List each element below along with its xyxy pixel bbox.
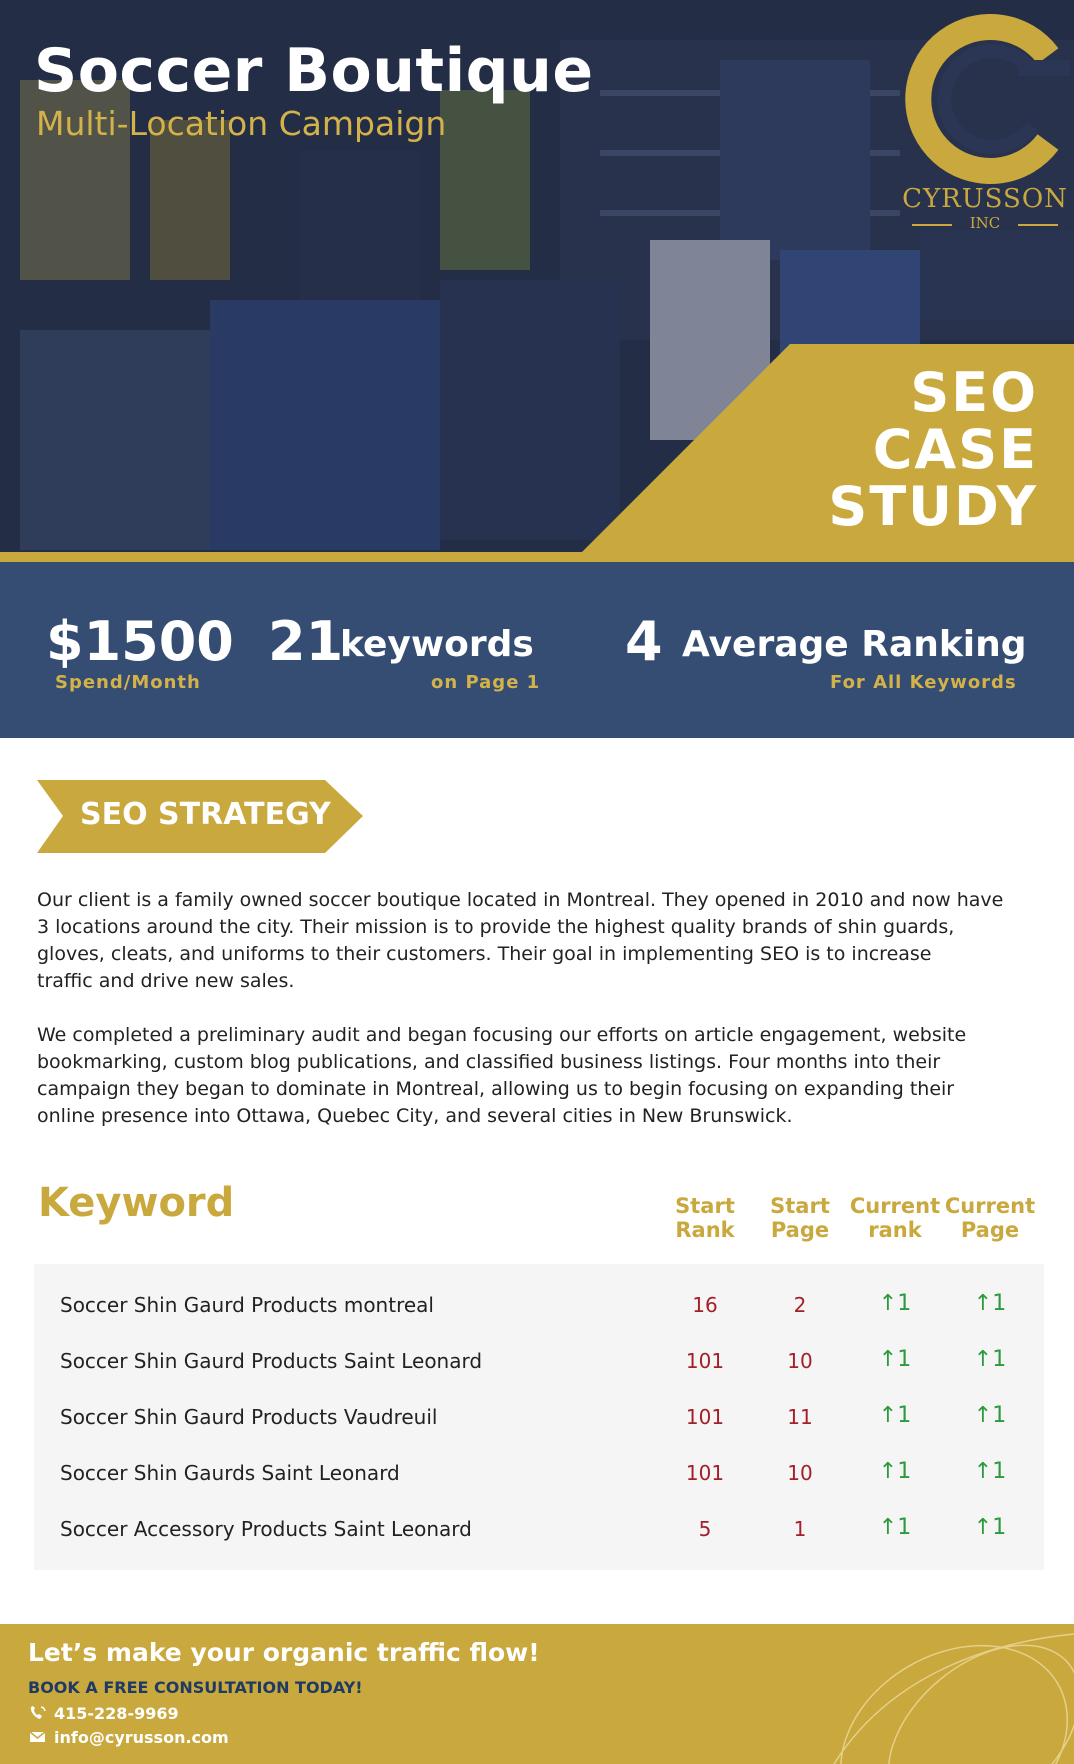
- keywords-word: keywords: [340, 624, 534, 665]
- keyword-cell: Soccer Shin Gaurd Products montreal: [60, 1293, 434, 1317]
- paragraph-line: traffic and drive new sales.: [37, 970, 295, 992]
- logo-sub: INC: [969, 214, 1001, 232]
- hero-banner: [0, 0, 1074, 562]
- case-study-line: CASE: [872, 418, 1038, 481]
- strategy-paragraph-1: [37, 887, 1047, 995]
- current-rank-cell: ↑1: [878, 1291, 912, 1316]
- col-current-rank: [845, 1194, 945, 1242]
- spend-label: Spend/Month: [55, 672, 201, 693]
- start-page-cell: 1: [793, 1517, 807, 1541]
- col-head-line: rank: [868, 1218, 922, 1242]
- current-page-cell: ↑1: [973, 1459, 1007, 1484]
- current-page-cell: ↑1: [973, 1347, 1007, 1372]
- col-head-line: Page: [960, 1218, 1020, 1242]
- footer-swirl-decoration: [774, 1624, 1074, 1764]
- case-study-line: STUDY: [828, 475, 1038, 538]
- table-row: [34, 1501, 1044, 1557]
- case-study-label: [828, 361, 1038, 538]
- keyword-heading: Keyword: [38, 1180, 235, 1226]
- keyword-cell: Soccer Shin Gaurd Products Saint Leonard: [60, 1349, 483, 1373]
- strategy-paragraph-2: [37, 1022, 1047, 1130]
- page-title: Soccer Boutique: [34, 36, 594, 106]
- start-page-cell: 2: [793, 1293, 807, 1317]
- stats-band: [0, 562, 1074, 738]
- email-contact[interactable]: [28, 1728, 229, 1747]
- paragraph-line: campaign they began to dominate in Montreal, allowing us to begin focusing on expanding their: [37, 1078, 955, 1100]
- strategy-heading: SEO STRATEGY: [80, 797, 331, 832]
- keyword-cell: Soccer Accessory Products Saint Leonard: [60, 1517, 472, 1541]
- phone-icon: [28, 1705, 48, 1721]
- current-page-cell: ↑1: [973, 1403, 1007, 1428]
- logo-rule-right: [1018, 224, 1058, 226]
- ranking-word: Average Ranking: [682, 624, 1027, 665]
- footer-cta: BOOK A FREE CONSULTATION TODAY!: [28, 1678, 363, 1697]
- col-current-page: [940, 1194, 1040, 1242]
- email-address: info@cyrusson.com: [54, 1728, 229, 1747]
- spend-value: $1500: [46, 610, 234, 673]
- current-page-cell: ↑1: [973, 1291, 1007, 1316]
- col-start-page: [750, 1194, 850, 1242]
- phone-contact[interactable]: [28, 1704, 179, 1723]
- logo-mark-icon: [900, 14, 1070, 184]
- page-subtitle: Multi-Location Campaign: [36, 104, 447, 143]
- current-rank-cell: ↑1: [878, 1347, 912, 1372]
- mail-icon: [28, 1729, 48, 1745]
- current-rank-cell: ↑1: [878, 1515, 912, 1540]
- start-rank-cell: 101: [685, 1405, 725, 1429]
- keywords-value: 21: [268, 610, 344, 673]
- start-page-cell: 11: [787, 1405, 813, 1429]
- paragraph-line: Our client is a family owned soccer boutique located in Montreal. They opened in 2010 and now have: [37, 889, 1004, 911]
- col-head-line: Rank: [675, 1218, 735, 1242]
- paragraph-line: online presence into Ottawa, Quebec City, and several cities in New Brunswick.: [37, 1105, 793, 1127]
- start-rank-cell: 101: [685, 1461, 725, 1485]
- logo-name: CYRUSSON: [902, 184, 1068, 214]
- table-row: [34, 1277, 1044, 1333]
- start-page-cell: 10: [787, 1349, 813, 1373]
- keywords-label: on Page 1: [431, 672, 541, 693]
- footer-cta-band: [0, 1624, 1074, 1764]
- col-start-rank: [655, 1194, 755, 1242]
- start-rank-cell: 5: [698, 1517, 712, 1541]
- table-row: [34, 1445, 1044, 1501]
- phone-number: 415-228-9969: [54, 1704, 179, 1723]
- footer-title: Let’s make your organic traffic flow!: [28, 1638, 540, 1667]
- paragraph-line: bookmarking, custom blog publications, and classified business listings. Four months into their: [37, 1051, 941, 1073]
- col-head-line: Start: [675, 1194, 735, 1218]
- col-head-line: Current: [944, 1194, 1036, 1218]
- col-head-line: Page: [770, 1218, 830, 1242]
- current-rank-cell: ↑1: [878, 1459, 912, 1484]
- keyword-cell: Soccer Shin Gaurd Products Vaudreuil: [60, 1405, 438, 1429]
- start-page-cell: 10: [787, 1461, 813, 1485]
- start-rank-cell: 16: [692, 1293, 718, 1317]
- keyword-cell: Soccer Shin Gaurds Saint Leonard: [60, 1461, 400, 1485]
- ranking-value: 4: [625, 610, 663, 673]
- current-rank-cell: ↑1: [878, 1403, 912, 1428]
- col-head-line: Current: [849, 1194, 941, 1218]
- paragraph-line: 3 locations around the city. Their mission is to provide the highest quality brands of shin guards,: [37, 916, 955, 938]
- table-row: [34, 1389, 1044, 1445]
- table-row: [34, 1333, 1044, 1389]
- start-rank-cell: 101: [685, 1349, 725, 1373]
- cyrusson-logo: [900, 14, 1070, 234]
- current-page-cell: ↑1: [973, 1515, 1007, 1540]
- ranking-label: For All Keywords: [830, 672, 1017, 693]
- col-head-line: Start: [770, 1194, 830, 1218]
- paragraph-line: We completed a preliminary audit and began focusing our efforts on article engagement, website: [37, 1024, 967, 1046]
- paragraph-line: gloves, cleats, and uniforms to their customers. Their goal in implementing SEO is to increase: [37, 943, 932, 965]
- case-study-line: SEO: [910, 361, 1038, 424]
